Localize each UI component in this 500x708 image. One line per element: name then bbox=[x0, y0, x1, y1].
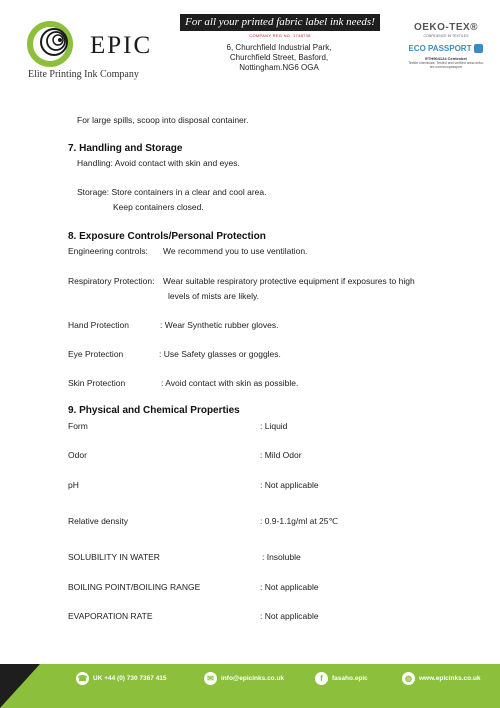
property-value: : Mild Odor bbox=[260, 450, 302, 460]
eye-protection-value: : Use Safety glasses or goggles. bbox=[159, 349, 281, 359]
oeko-tex-certification bbox=[400, 22, 492, 69]
respiratory-value-2: levels of mists are likely. bbox=[168, 291, 260, 301]
section-8-title: 8. Exposure Controls/Personal Protection bbox=[68, 231, 266, 242]
property-label: BOILING POINT/BOILING RANGE bbox=[68, 582, 201, 592]
oeko-code: ETH904124 Centexbel bbox=[425, 56, 467, 61]
globe-icon: ◍ bbox=[402, 672, 415, 685]
respiratory-value: Wear suitable respiratory protective equipment if exposures to high bbox=[163, 276, 415, 286]
footer-website[interactable] bbox=[402, 672, 481, 685]
property-value: : 0.9-1.1g/ml at 25℃ bbox=[260, 516, 339, 526]
engineering-label: Engineering controls: bbox=[68, 246, 148, 256]
email-icon: ✉ bbox=[204, 672, 217, 685]
address-line: Nottingham.NG6 OGA bbox=[239, 63, 319, 72]
property-value: : Liquid bbox=[260, 421, 288, 431]
property-label: Form bbox=[68, 421, 88, 431]
oeko-brand: OEKO-TEX® bbox=[413, 22, 479, 33]
hand-protection-value: : Wear Synthetic rubber gloves. bbox=[160, 320, 279, 330]
storage-text-2: Keep containers closed. bbox=[113, 202, 204, 212]
skin-protection-value: : Avoid contact with skin as possible. bbox=[161, 378, 299, 388]
property-label: Odor bbox=[68, 450, 87, 460]
shield-icon bbox=[474, 44, 483, 53]
address-line: 6, Churchfield Industrial Park, bbox=[226, 43, 332, 52]
address-line: Churchfield Street, Basford, bbox=[229, 53, 329, 62]
spill-text: For large spills, scoop into disposal container. bbox=[77, 115, 249, 125]
facebook-icon: f bbox=[315, 672, 328, 685]
footer-phone[interactable] bbox=[76, 672, 167, 685]
logo-wordmark: EPIC bbox=[90, 32, 153, 59]
property-label: Relative density bbox=[68, 516, 129, 526]
oeko-small-print: Textile chemicals: Tested and verified www.oeko-tex.com/ecopassport bbox=[408, 61, 484, 69]
respiratory-label: Respiratory Protection: bbox=[68, 276, 155, 286]
phone-text: UK +44 (0) 730 7367 415 bbox=[93, 675, 167, 682]
section-9-title: 9. Physical and Chemical Properties bbox=[68, 405, 240, 416]
property-label: SOLUBILITY IN WATER bbox=[68, 552, 160, 562]
property-value: : Not applicable bbox=[260, 582, 319, 592]
engineering-value: We recommend you to use ventilation. bbox=[163, 246, 308, 256]
facebook-text: fasaho.epic bbox=[332, 675, 368, 682]
property-value: : Not applicable bbox=[260, 480, 319, 490]
website-text: www.epicinks.co.uk bbox=[419, 675, 481, 682]
phone-icon: ☎ bbox=[77, 674, 88, 683]
eco-passport-label: ECO PASSPORT bbox=[408, 44, 472, 53]
hand-protection-label: Hand Protection bbox=[68, 320, 129, 330]
tagline-banner: For all your printed fabric label ink needs! bbox=[180, 14, 380, 31]
footer-corner bbox=[0, 664, 40, 708]
property-label: EVAPORATION RATE bbox=[68, 611, 153, 621]
logo-subtitle: Elite Printing Ink Company bbox=[28, 69, 139, 80]
footer-facebook[interactable] bbox=[315, 672, 368, 685]
oeko-note: CONFIDENCE IN TEXTILES bbox=[423, 34, 469, 38]
skin-protection-label: Skin Protection bbox=[68, 378, 126, 388]
section-7-title: 7. Handling and Storage bbox=[68, 143, 183, 154]
property-label: pH bbox=[68, 480, 79, 490]
footer-email[interactable] bbox=[204, 672, 284, 685]
company-reg-line: COMPANY REG NO. 1748738 bbox=[249, 33, 311, 38]
handling-text: Handling: Avoid contact with skin and eyes. bbox=[77, 158, 240, 168]
footer-bar bbox=[0, 664, 500, 708]
property-value: : Insoluble bbox=[262, 552, 301, 562]
company-address bbox=[214, 43, 344, 73]
storage-text: Storage: Store containers in a clear and cool area. bbox=[77, 187, 267, 197]
logo-swirl-icon bbox=[30, 24, 70, 64]
email-text: info@epicinks.co.uk bbox=[221, 675, 285, 682]
eye-protection-label: Eye Protection bbox=[68, 349, 124, 359]
property-value: : Not applicable bbox=[260, 611, 319, 621]
